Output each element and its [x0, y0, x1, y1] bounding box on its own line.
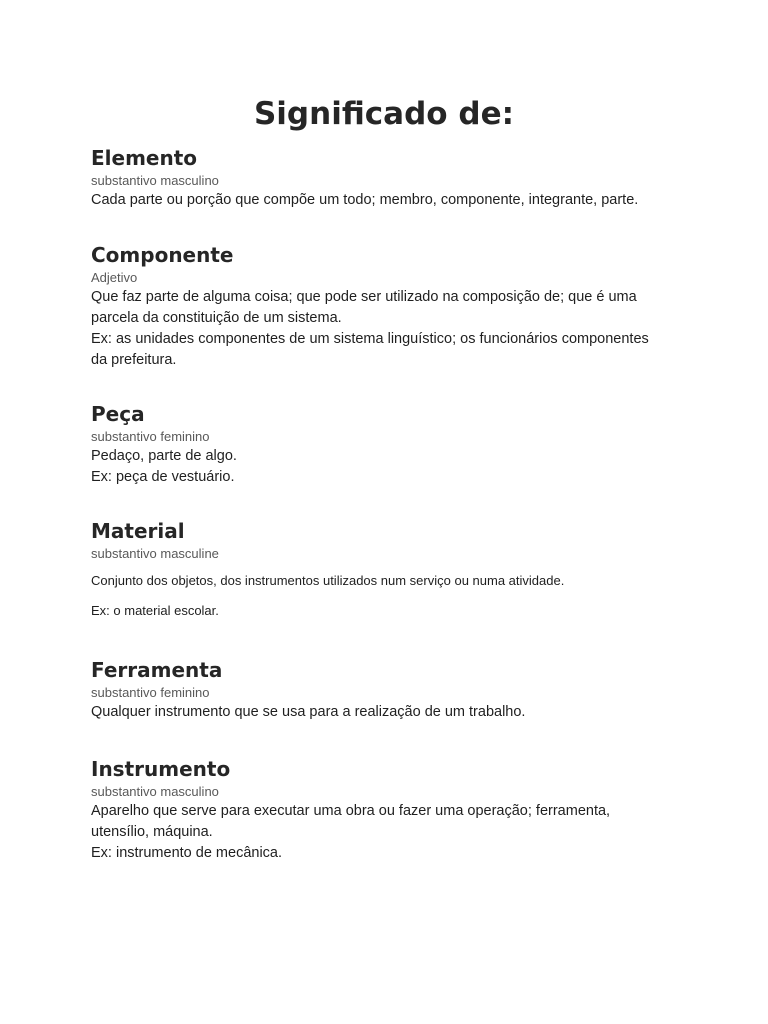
definition-text: Cada parte ou porção que compõe um todo; membro, componente, integrante, parte. [91, 192, 639, 208]
example-text: Ex: instrumento de mecânica. [91, 845, 283, 861]
term-heading: Componente [91, 243, 234, 267]
entry-componente [91, 243, 681, 371]
definition-text: Aparelho que serve para executar uma obra ou fazer uma operação; ferramenta, [91, 803, 611, 819]
term-heading: Instrumento [91, 757, 231, 781]
entry-material [91, 519, 681, 620]
entry-elemento [91, 146, 681, 211]
definition-text: Qualquer instrumento que se usa para a realização de um trabalho. [91, 704, 526, 720]
definition-text: Pedaço, parte de algo. [91, 448, 237, 464]
term-heading: Elemento [91, 146, 198, 170]
example-text: Ex: peça de vestuário. [91, 469, 235, 485]
entry-ferramenta [91, 658, 681, 723]
term-heading: Peça [91, 402, 145, 426]
part-of-speech: substantivo masculino [91, 784, 219, 799]
definition-text: parcela da constituição de um sistema. [91, 310, 342, 326]
definition-text: utensílio, máquina. [91, 824, 213, 840]
example-text: da prefeitura. [91, 352, 177, 368]
part-of-speech: Adjetivo [91, 270, 138, 285]
part-of-speech: substantivo masculine [91, 546, 219, 561]
part-of-speech: substantivo feminino [91, 429, 210, 444]
example-text: Ex: o material escolar. [91, 603, 219, 618]
term-heading: Material [91, 519, 185, 543]
part-of-speech: substantivo masculino [91, 173, 219, 188]
entry-instrumento [91, 757, 681, 864]
entry-peca [91, 402, 681, 488]
definition-text: Conjunto dos objetos, dos instrumentos utilizados num serviço ou numa atividade. [91, 573, 565, 588]
term-heading: Ferramenta [91, 658, 223, 682]
page-title: Significado de: [253, 96, 514, 132]
definition-text: Que faz parte de alguma coisa; que pode ser utilizado na composição de; que é uma [91, 289, 637, 305]
part-of-speech: substantivo feminino [91, 685, 210, 700]
example-text: Ex: as unidades componentes de um sistema linguístico; os funcionários componentes [91, 331, 649, 347]
